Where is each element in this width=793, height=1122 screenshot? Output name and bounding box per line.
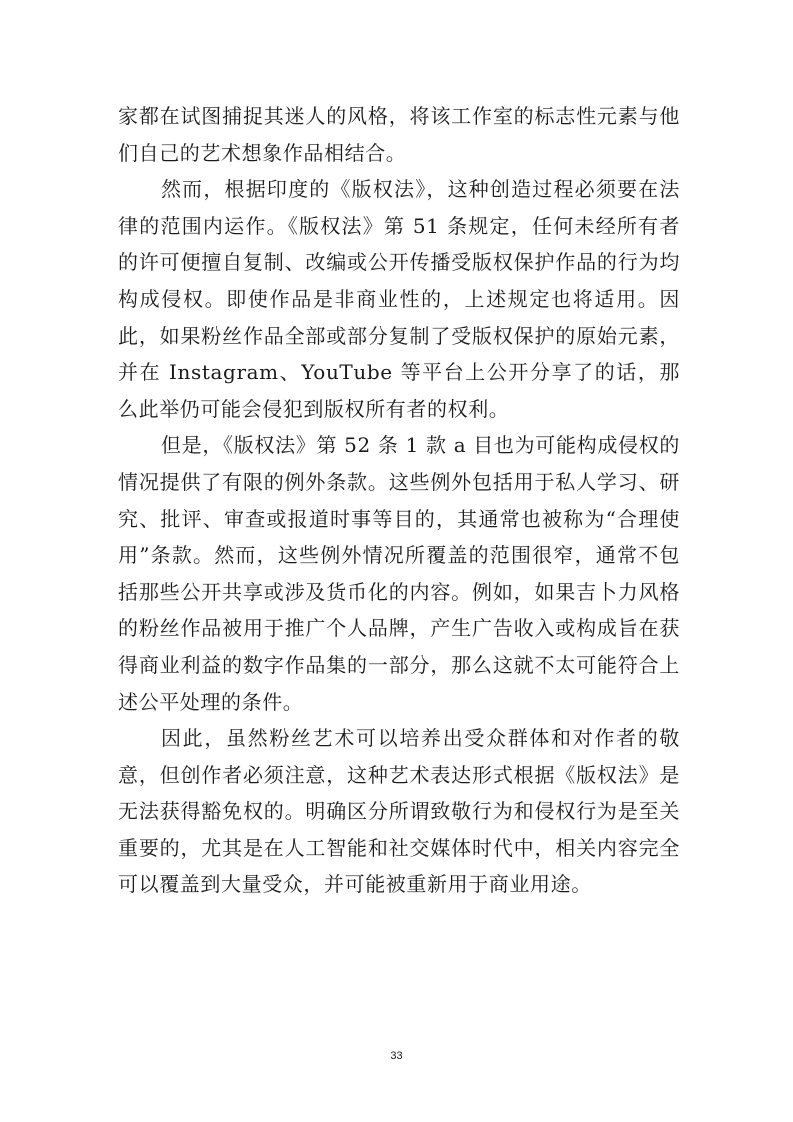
paragraph-copyright-act: 然而，根据印度的《版权法》，这种创造过程必须要在法律的范围内运作。《版权法》第 51 条规定，任何未经所有者的许可便擅自复制、改编或公开传播受版权保护作品的行为均构成侵权。即使作品是非商业性的，上述规定也将适用。因此，如果粉丝作品全部或部分复制了受版权保护的原始元素，并在 Instagram、YouTube 等平台上公开分享了的话，那么此举仍可能会侵犯到版权所有者的权利。 [118,177,680,421]
paragraph-conclusion: 因此，虽然粉丝艺术可以培养出受众群体和对作者的敬意，但创作者必须注意，这种艺术表达形式根据《版权法》是无法获得豁免权的。明确区分所谓致敬行为和侵权行为是至关重要的，尤其是在人工智能和社交媒体时代中，相关内容完全可以覆盖到大量受众，并可能被重新用于商业用途。 [118,726,680,897]
page-number: 33 [390,1050,403,1062]
body-text [118,98,680,903]
paragraph-continuation: 家都在试图捕捉其迷人的风格，将该工作室的标志性元素与他们自己的艺术想象作品相结合。 [118,104,680,165]
paragraph-exceptions: 但是，《版权法》第 52 条 1 款 a 目也为可能构成侵权的情况提供了有限的例外条款。这些例外包括用于私人学习、研究、批评、审查或报道时事等目的，其通常也被称为“合理使用”条款。然而，这些例外情况所覆盖的范围很窄，通常不包括那些公开共享或涉及货币化的内容。例如，如果吉卜力风格的粉丝作品被用于推广个人品牌，产生广告收入或构成旨在获得商业利益的数字作品集的一部分，那么这就不太可能符合上述公平处理的条件。 [118,433,680,714]
